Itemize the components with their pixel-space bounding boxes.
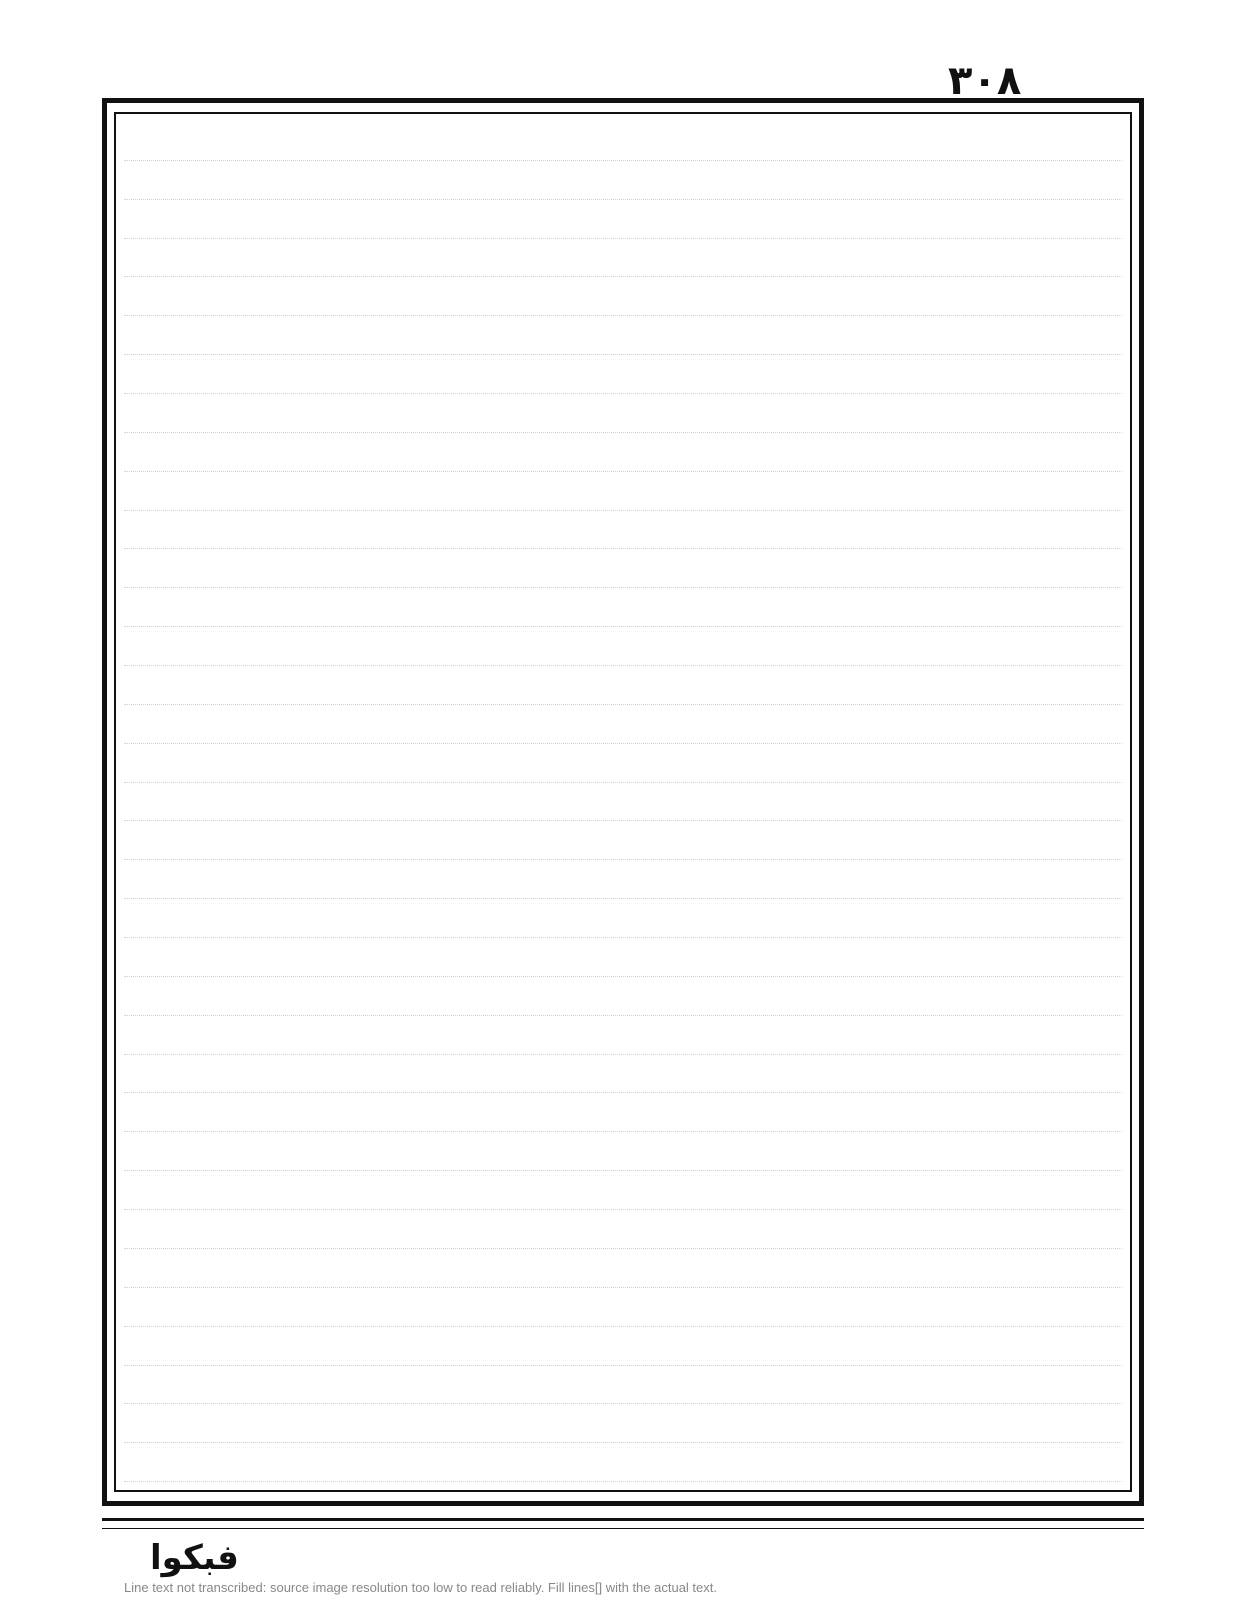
text-line-16	[124, 705, 1122, 744]
text-line-17	[124, 744, 1122, 783]
text-line-4	[124, 239, 1122, 278]
text-line-34	[124, 1404, 1122, 1443]
text-line-18	[124, 783, 1122, 822]
text-line-11	[124, 511, 1122, 550]
text-line-14	[124, 627, 1122, 666]
text-line-10	[124, 472, 1122, 511]
text-line-31	[124, 1288, 1122, 1327]
text-line-27	[124, 1132, 1122, 1171]
text-line-21	[124, 899, 1122, 938]
text-line-15	[124, 666, 1122, 705]
text-line-26	[124, 1093, 1122, 1132]
text-line-30	[124, 1249, 1122, 1288]
text-line-28	[124, 1171, 1122, 1210]
transcription-note: Line text not transcribed: source image resolution too low to read reliably. Fill lines[] with the actual text.	[124, 1580, 717, 1595]
text-line-23	[124, 977, 1122, 1016]
text-line-33	[124, 1366, 1122, 1405]
text-line-12	[124, 549, 1122, 588]
bottom-rule-thin	[102, 1528, 1144, 1529]
text-line-24	[124, 1016, 1122, 1055]
text-line-3	[124, 200, 1122, 239]
catchword: فبكوا	[150, 1538, 239, 1578]
text-line-19	[124, 821, 1122, 860]
text-line-9	[124, 433, 1122, 472]
text-line-8	[124, 394, 1122, 433]
text-line-2	[124, 161, 1122, 200]
text-line-29	[124, 1210, 1122, 1249]
page-number: ٣٠٨	[948, 58, 1022, 104]
main-text-block	[124, 122, 1122, 1482]
poetry-verse-line	[124, 860, 1122, 899]
text-line-35	[124, 1443, 1122, 1482]
text-line-13	[124, 588, 1122, 627]
text-line-22	[124, 938, 1122, 977]
bottom-rule	[102, 1518, 1144, 1521]
text-line-25	[124, 1055, 1122, 1094]
text-line-32	[124, 1327, 1122, 1366]
text-line-1	[124, 122, 1122, 161]
text-line-6	[124, 316, 1122, 355]
text-line-7	[124, 355, 1122, 394]
text-line-5	[124, 277, 1122, 316]
